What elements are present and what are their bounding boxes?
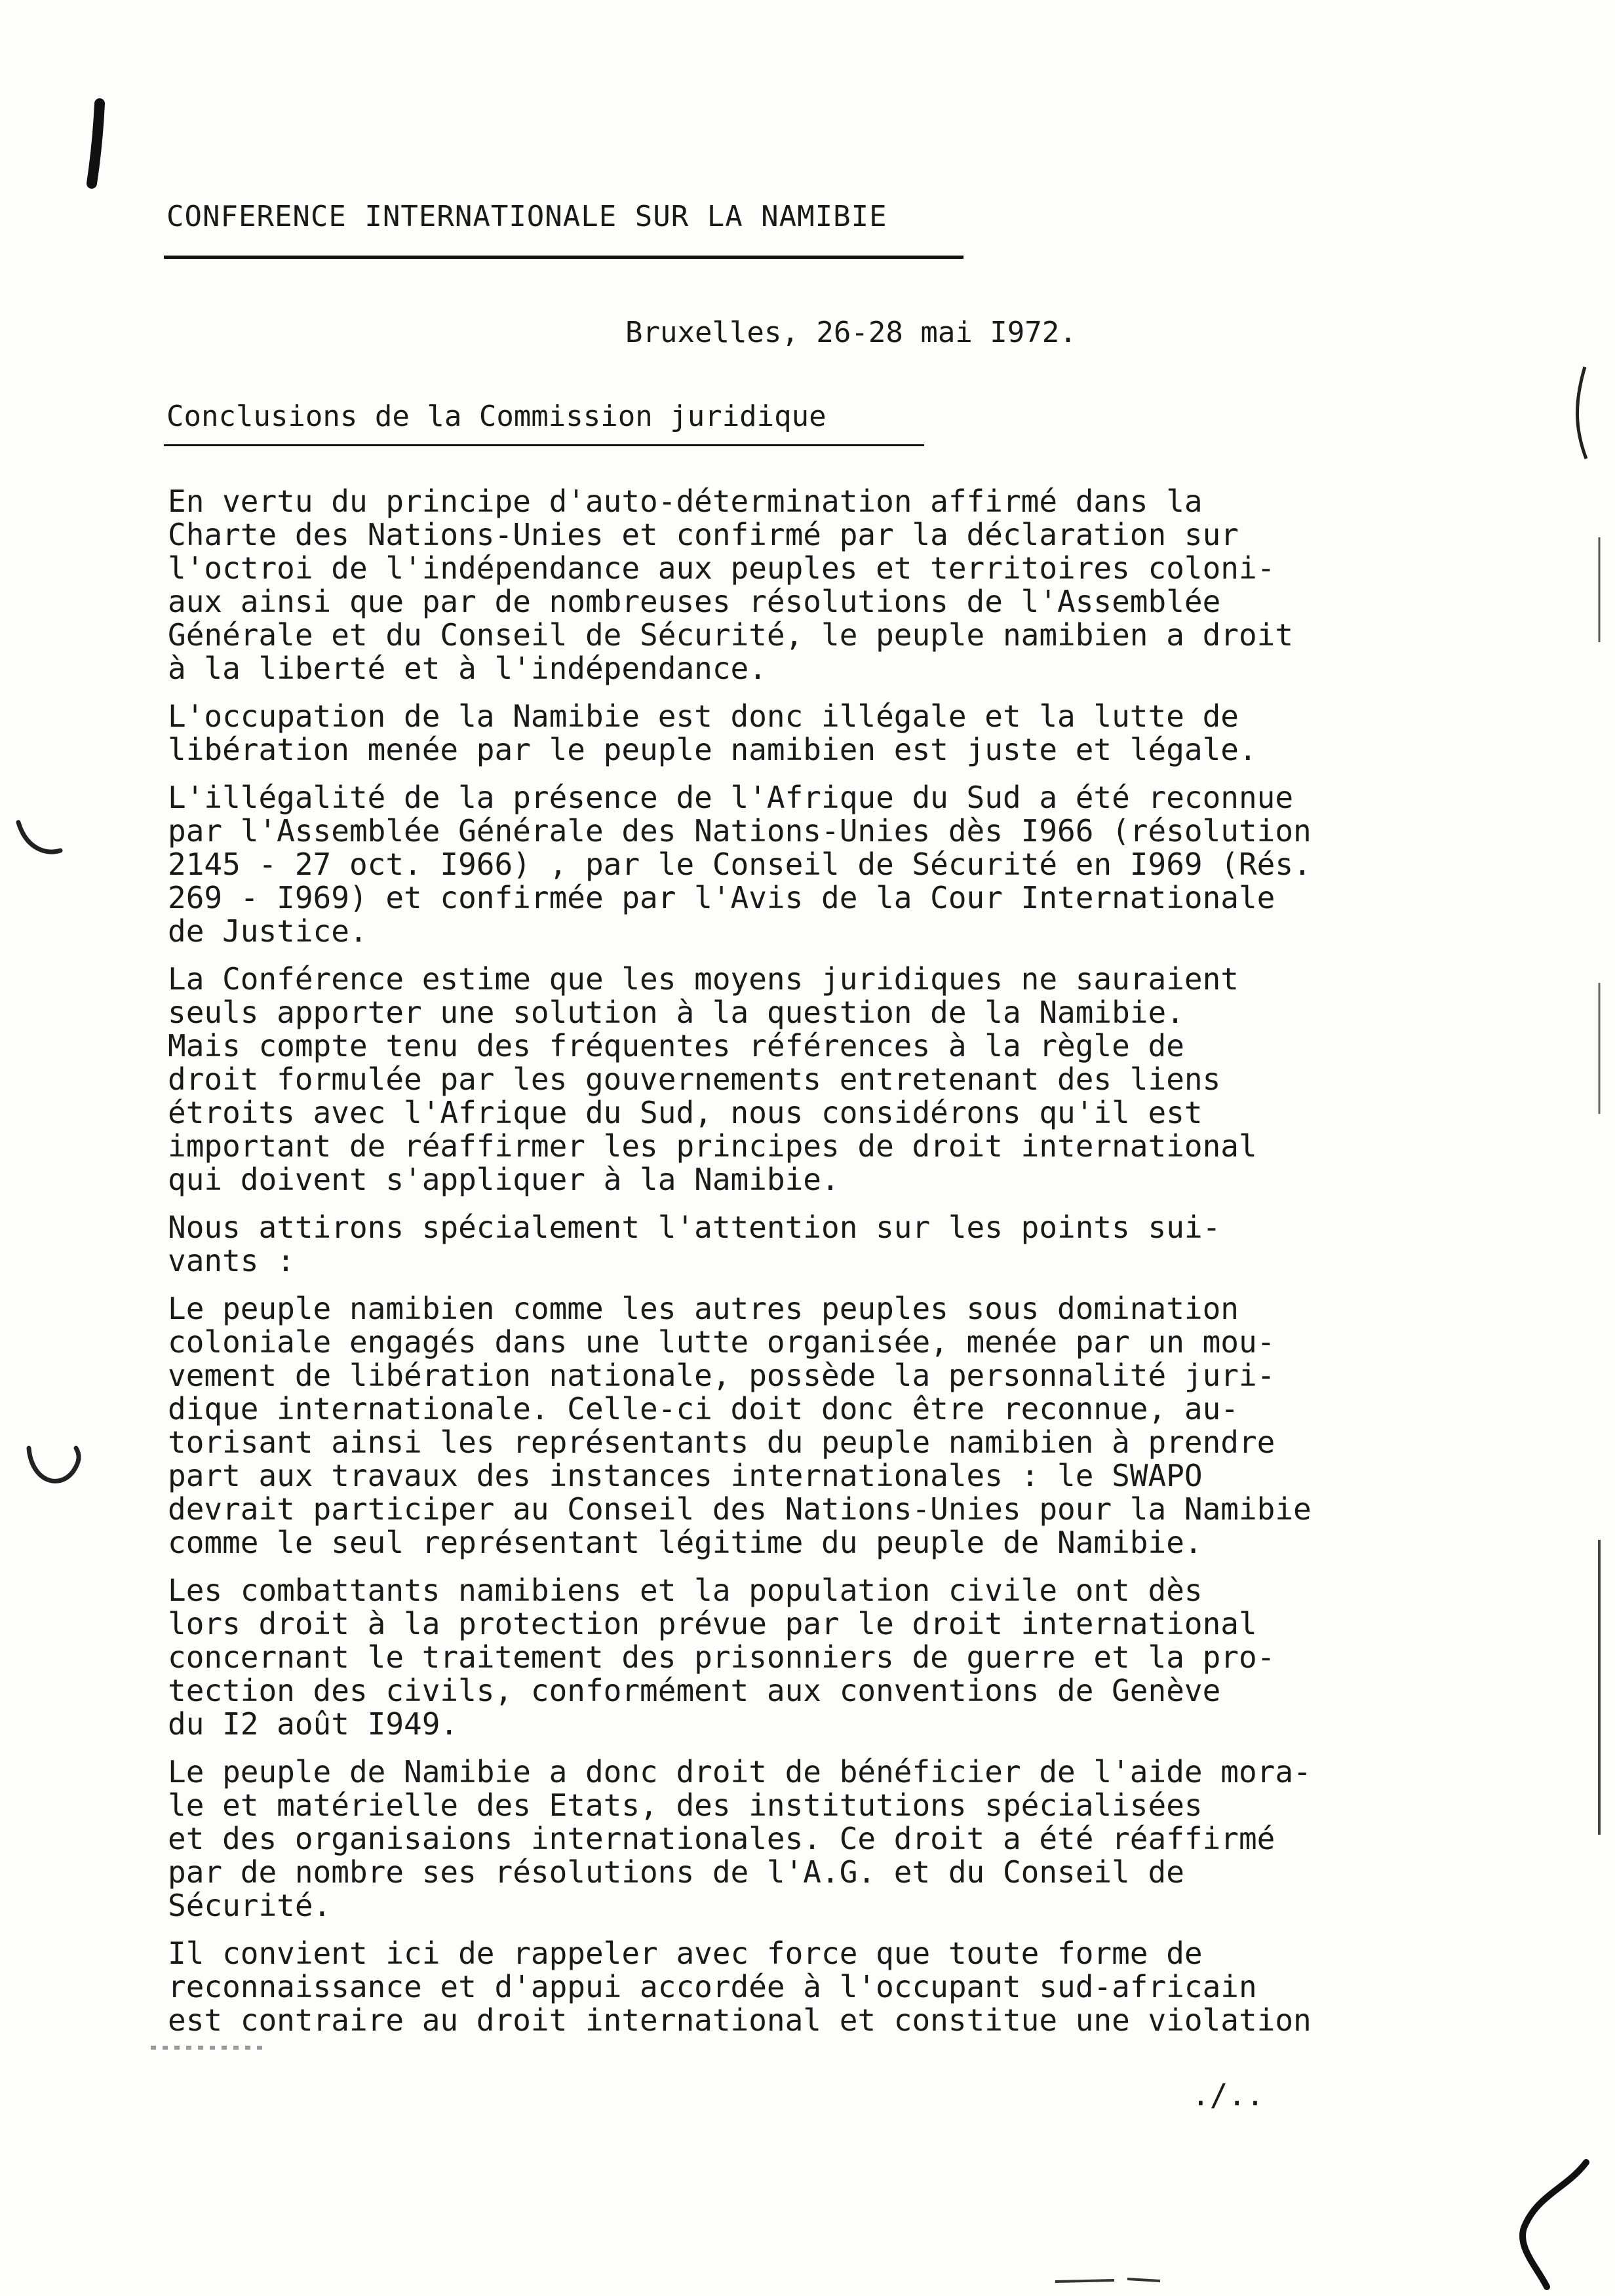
text-line: important de réaffirmer les principes de droit international xyxy=(168,1128,1257,1164)
text-line: part aux travaux des instances internationales : le SWAPO xyxy=(168,1458,1203,1493)
text-line: torisant ainsi les représentants du peuple namibien à prendre xyxy=(168,1425,1275,1460)
text-line: L'occupation de la Namibie est donc illégale et la lutte de xyxy=(168,698,1239,734)
punch-hole-arc-top xyxy=(18,822,60,852)
text-line: lors droit à la protection prévue par le droit international xyxy=(168,1606,1257,1641)
text-line: par l'Assemblée Générale des Nations-Unies dès I966 (résolution xyxy=(168,813,1312,849)
text-line: Les combattants namibiens et la population civile ont dès xyxy=(168,1573,1203,1608)
paragraph xyxy=(168,1574,1452,1741)
text-line: L'illégalité de la présence de l'Afrique du Sud a été reconnue xyxy=(168,780,1294,815)
text-line: qui doivent s'appliquer à la Namibie. xyxy=(168,1162,840,1197)
text-line: dique internationale. Celle-ci doit donc être reconnue, au- xyxy=(168,1391,1239,1426)
text-line: devrait participer au Conseil des Nations-Unies pour la Namibie xyxy=(168,1491,1312,1527)
text-line: Le peuple namibien comme les autres peuples sous domination xyxy=(168,1291,1239,1326)
text-line: du I2 août I949. xyxy=(168,1706,459,1742)
text-line: vement de libération nationale, possède la personnalité juri- xyxy=(168,1358,1275,1393)
dateline: Bruxelles, 26-28 mai I972. xyxy=(625,316,1077,349)
paragraph xyxy=(168,1755,1452,1923)
text-line: de Justice. xyxy=(168,913,368,949)
text-line: seuls apporter une solution à la question de la Namibie. xyxy=(168,995,1184,1030)
text-line: Sécurité. xyxy=(168,1888,332,1923)
title-underline xyxy=(164,256,963,259)
text-line: Générale et du Conseil de Sécurité, le peuple namibien a droit xyxy=(168,617,1294,653)
text-line: l'octroi de l'indépendance aux peuples et territoires coloni- xyxy=(168,550,1275,586)
text-line: vants : xyxy=(168,1243,295,1278)
text-line: concernant le traitement des prisonniers de guerre et la pro- xyxy=(168,1639,1275,1675)
text-line: comme le seul représentant légitime du peuple de Namibie. xyxy=(168,1525,1203,1560)
text-line: par de nombre ses résolutions de l'A.G. et du Conseil de xyxy=(168,1854,1184,1890)
text-line: est contraire au droit international et constitue une violation xyxy=(168,2002,1312,2038)
text-line: 2145 - 27 oct. I966) , par le Conseil de Sécurité en I969 (Rés. xyxy=(168,847,1312,882)
paragraph xyxy=(168,700,1452,767)
text-line: En vertu du principe d'auto-détermination affirmé dans la xyxy=(168,484,1203,519)
paragraph xyxy=(168,1937,1452,2037)
document-body xyxy=(168,485,1452,2052)
right-edge-bracket-line xyxy=(1577,367,1586,459)
paragraph xyxy=(168,485,1452,685)
right-edge-curl xyxy=(1523,2162,1586,2287)
text-line: le et matérielle des Etats, des institutions spécialisées xyxy=(168,1788,1203,1823)
text-line: libération menée par le peuple namibien est juste et légale. xyxy=(168,732,1257,767)
handwritten-stroke-mark xyxy=(92,104,100,183)
text-line: 269 - I969) et confirmée par l'Avis de la Cour Internationale xyxy=(168,880,1275,915)
text-line: Nous attirons spécialement l'attention sur les points sui- xyxy=(168,1210,1221,1245)
text-line: coloniale engagés dans une lutte organisée, menée par un mou- xyxy=(168,1324,1275,1360)
text-line: Charte des Nations-Unies et confirmé par la déclaration sur xyxy=(168,517,1239,552)
section-subtitle: Conclusions de la Commission juridique xyxy=(166,400,827,433)
document-title: CONFERENCE INTERNATIONALE SUR LA NAMIBIE xyxy=(166,200,887,233)
paragraph xyxy=(168,781,1452,948)
text-line: Mais compte tenu des fréquentes références à la règle de xyxy=(168,1028,1184,1063)
text-line: reconnaissance et d'appui accordée à l'occupant sud-africain xyxy=(168,1969,1257,2004)
paragraph xyxy=(168,1211,1452,1278)
subtitle-underline xyxy=(164,444,924,446)
paragraph xyxy=(168,1292,1452,1559)
continuation-mark: ./.. xyxy=(1192,2077,1264,2113)
text-line: aux ainsi que par de nombreuses résolutions de l'Assemblée xyxy=(168,584,1221,619)
text-line: Il convient ici de rappeler avec force que toute forme de xyxy=(168,1936,1203,1971)
text-line: droit formulée par les gouvernements entretenant des liens xyxy=(168,1062,1221,1097)
bottom-scan-noise xyxy=(1055,2279,1160,2282)
text-line: Le peuple de Namibie a donc droit de bénéficier de l'aide mora- xyxy=(168,1754,1312,1789)
punch-hole-arc-bottom xyxy=(29,1448,79,1481)
text-line: et des organisaions internationales. Ce droit a été réaffirmé xyxy=(168,1821,1275,1856)
paragraph xyxy=(168,963,1452,1196)
text-line: La Conférence estime que les moyens juridiques ne sauraient xyxy=(168,961,1239,997)
text-line: étroits avec l'Afrique du Sud, nous considérons qu'il est xyxy=(168,1095,1203,1130)
text-line: à la liberté et à l'indépendance. xyxy=(168,651,767,686)
text-line: tection des civils, conformément aux conventions de Genève xyxy=(168,1673,1221,1708)
